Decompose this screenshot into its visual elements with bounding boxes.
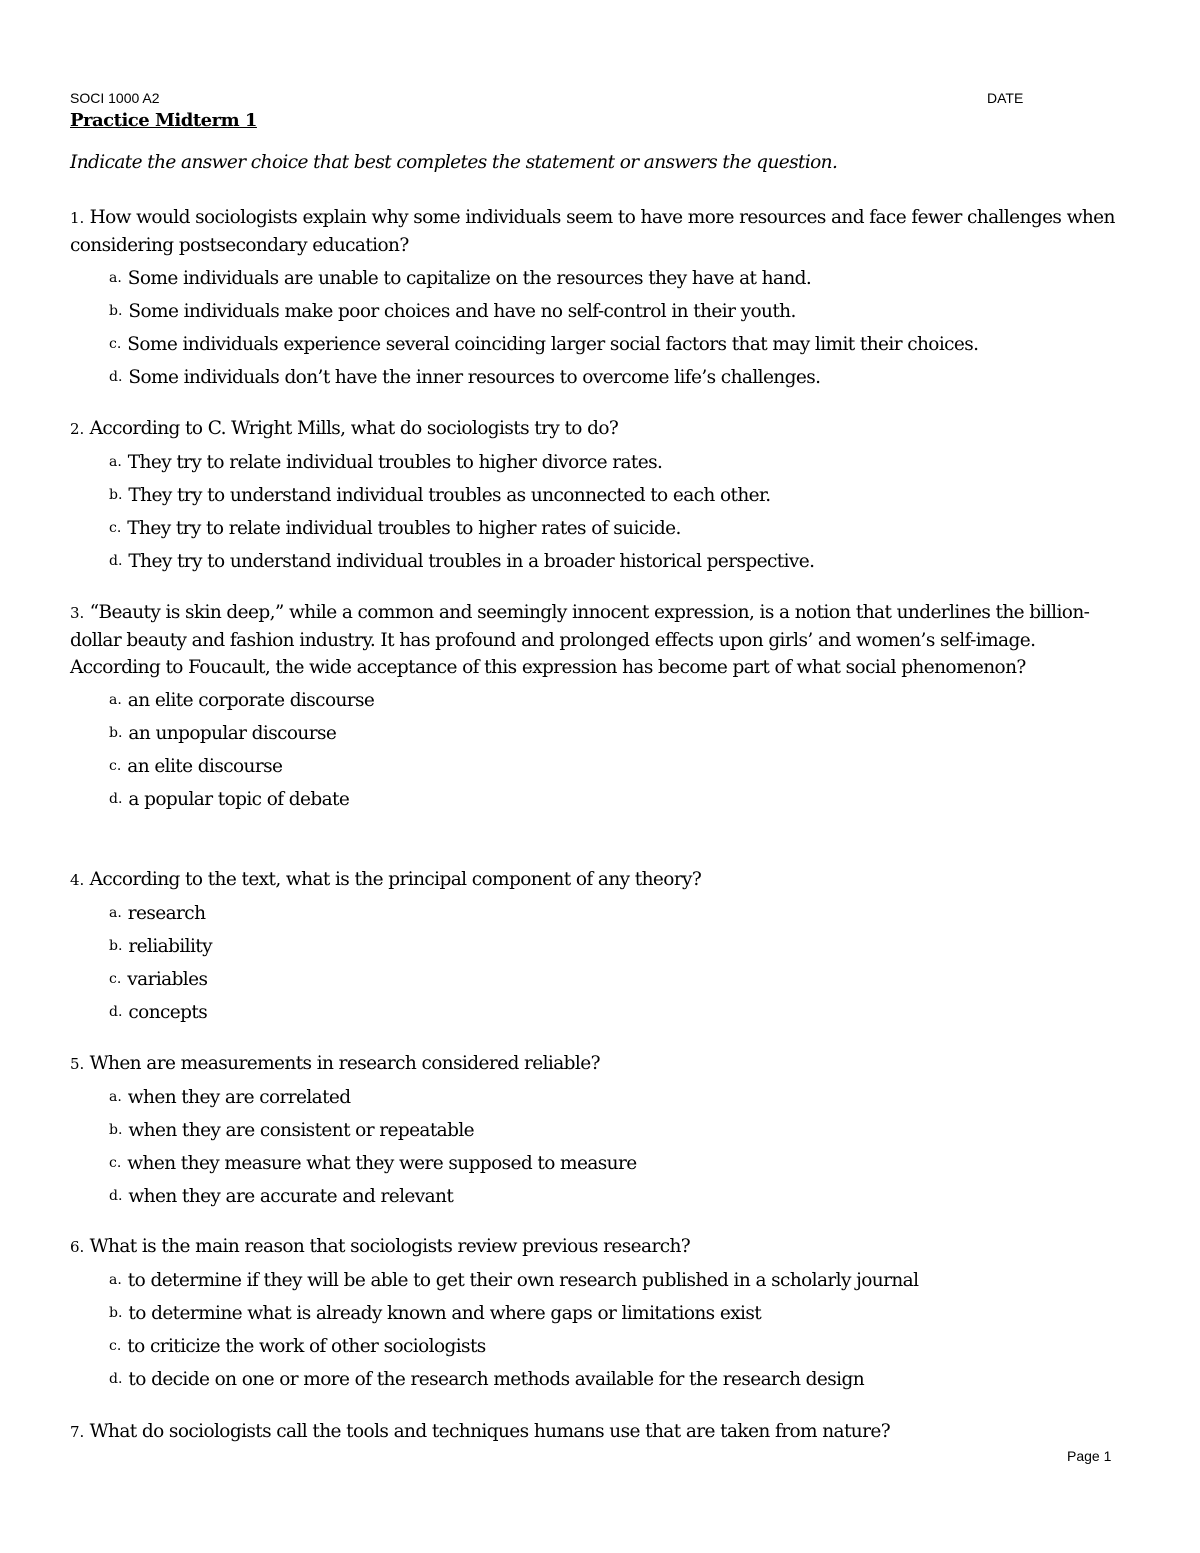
option-letter: c. xyxy=(109,971,122,987)
option-letter: b. xyxy=(109,1122,123,1138)
option-text: Some individuals are unable to capitalize on the resources they have at hand. xyxy=(127,268,812,289)
answer-option-b[interactable] xyxy=(70,717,1130,750)
option-text: They try to understand individual troubles as unconnected to each other. xyxy=(128,485,771,506)
answer-option-b[interactable] xyxy=(70,1114,1130,1147)
answer-option-c[interactable] xyxy=(70,328,1130,361)
answer-option-a[interactable] xyxy=(70,1264,1130,1297)
option-letter: b. xyxy=(109,487,123,503)
option-text: research xyxy=(127,903,206,924)
question-number: 4. xyxy=(70,871,85,889)
question-1 xyxy=(70,204,1130,394)
answer-option-b[interactable] xyxy=(70,1297,1130,1330)
question-number: 1. xyxy=(70,209,85,227)
question-number: 5. xyxy=(70,1055,85,1073)
option-letter: b. xyxy=(109,1305,123,1321)
option-letter: d. xyxy=(109,369,123,385)
option-text: an elite discourse xyxy=(127,756,283,777)
answer-option-b[interactable] xyxy=(70,930,1130,963)
question-stem xyxy=(70,204,1130,259)
option-text: variables xyxy=(127,969,208,990)
page-number: Page 1 xyxy=(1067,1448,1112,1464)
answer-option-c[interactable] xyxy=(70,750,1130,783)
option-letter: a. xyxy=(109,1272,122,1288)
option-text: an elite corporate discourse xyxy=(127,690,375,711)
answer-option-d[interactable] xyxy=(70,996,1130,1029)
question-stem xyxy=(70,1050,1130,1078)
option-letter: c. xyxy=(109,336,122,352)
question-2 xyxy=(70,415,1130,578)
option-text: when they are accurate and relevant xyxy=(128,1186,454,1207)
option-text: when they are correlated xyxy=(127,1087,351,1108)
answer-option-d[interactable] xyxy=(70,545,1130,578)
page-title: Practice Midterm 1 xyxy=(70,110,257,131)
option-text: Some individuals experience several coinciding larger social factors that may limit their choices. xyxy=(127,334,979,355)
answer-option-c[interactable] xyxy=(70,963,1130,996)
option-letter: c. xyxy=(109,1338,122,1354)
question-6 xyxy=(70,1233,1130,1396)
question-text: According to C. Wright Mills, what do sociologists try to do? xyxy=(89,418,619,439)
answer-option-b[interactable] xyxy=(70,479,1130,512)
option-letter: b. xyxy=(109,938,123,954)
option-letter: c. xyxy=(109,520,122,536)
question-text: According to the text, what is the principal component of any theory? xyxy=(89,869,702,890)
option-letter: c. xyxy=(109,758,122,774)
question-number: 2. xyxy=(70,420,85,438)
question-text: “Beauty is skin deep,” while a common and seemingly innocent expression, is a notion that underlines the billion-dollar beauty and fashion industry. It has profound and prolonged effects upon girls’ and women’s self-image. According to Foucault, the wide acceptance of this expression has become part of what social phenomenon? xyxy=(70,602,1090,678)
question-stem xyxy=(70,599,1130,681)
answer-option-c[interactable] xyxy=(70,1330,1130,1363)
option-letter: b. xyxy=(109,303,123,319)
question-number: 3. xyxy=(70,604,85,622)
option-text: when they are consistent or repeatable xyxy=(128,1120,475,1141)
option-text: concepts xyxy=(128,1002,208,1023)
option-letter: a. xyxy=(109,270,122,286)
answer-option-d[interactable] xyxy=(70,783,1130,816)
answer-option-a[interactable] xyxy=(70,897,1130,930)
option-text: a popular topic of debate xyxy=(128,789,350,810)
question-text: What do sociologists call the tools and techniques humans use that are taken from nature? xyxy=(89,1421,891,1442)
question-number: 7. xyxy=(70,1423,85,1441)
answer-option-a[interactable] xyxy=(70,262,1130,295)
answer-option-b[interactable] xyxy=(70,295,1130,328)
option-letter: d. xyxy=(109,1371,123,1387)
option-letter: c. xyxy=(109,1155,122,1171)
question-number: 6. xyxy=(70,1238,85,1256)
option-letter: d. xyxy=(109,553,123,569)
option-text: reliability xyxy=(128,936,212,957)
option-text: to determine if they will be able to get their own research published in a scholarly journal xyxy=(127,1270,919,1291)
option-letter: d. xyxy=(109,791,123,807)
question-5 xyxy=(70,1050,1130,1213)
option-text: to decide on one or more of the research methods available for the research design xyxy=(128,1369,865,1390)
instructions: Indicate the answer choice that best completes the statement or answers the question. xyxy=(70,152,838,173)
option-letter: a. xyxy=(109,454,122,470)
question-stem xyxy=(70,415,1130,443)
option-letter: d. xyxy=(109,1004,123,1020)
date-label: DATE xyxy=(987,90,1024,106)
answer-option-d[interactable] xyxy=(70,361,1130,394)
question-stem xyxy=(70,1418,1130,1446)
option-text: to determine what is already known and where gaps or limitations exist xyxy=(128,1303,762,1324)
option-text: Some individuals make poor choices and have no self-control in their youth. xyxy=(128,301,796,322)
question-stem xyxy=(70,866,1130,894)
question-text: How would sociologists explain why some individuals seem to have more resources and face fewer challenges when considering postsecondary education? xyxy=(70,207,1115,256)
question-7 xyxy=(70,1418,1130,1449)
option-text: when they measure what they were supposed to measure xyxy=(127,1153,637,1174)
option-letter: b. xyxy=(109,725,123,741)
option-letter: d. xyxy=(109,1188,123,1204)
answer-option-a[interactable] xyxy=(70,446,1130,479)
option-letter: a. xyxy=(109,1089,122,1105)
option-text: an unpopular discourse xyxy=(128,723,337,744)
answer-option-d[interactable] xyxy=(70,1363,1130,1396)
question-stem xyxy=(70,1233,1130,1261)
question-text: When are measurements in research considered reliable? xyxy=(89,1053,600,1074)
question-3 xyxy=(70,599,1130,816)
answer-option-a[interactable] xyxy=(70,1081,1130,1114)
answer-option-c[interactable] xyxy=(70,512,1130,545)
option-text: Some individuals don’t have the inner resources to overcome life’s challenges. xyxy=(128,367,821,388)
answer-option-c[interactable] xyxy=(70,1147,1130,1180)
option-text: They try to understand individual troubles in a broader historical perspective. xyxy=(128,551,815,572)
course-code: SOCI 1000 A2 xyxy=(70,90,160,106)
option-text: They try to relate individual troubles to higher divorce rates. xyxy=(127,452,663,473)
question-text: What is the main reason that sociologists review previous research? xyxy=(89,1236,691,1257)
answer-option-d[interactable] xyxy=(70,1180,1130,1213)
option-letter: a. xyxy=(109,905,122,921)
option-text: They try to relate individual troubles to higher rates of suicide. xyxy=(127,518,681,539)
answer-option-a[interactable] xyxy=(70,684,1130,717)
option-text: to criticize the work of other sociologists xyxy=(127,1336,486,1357)
question-4 xyxy=(70,866,1130,1029)
option-letter: a. xyxy=(109,692,122,708)
